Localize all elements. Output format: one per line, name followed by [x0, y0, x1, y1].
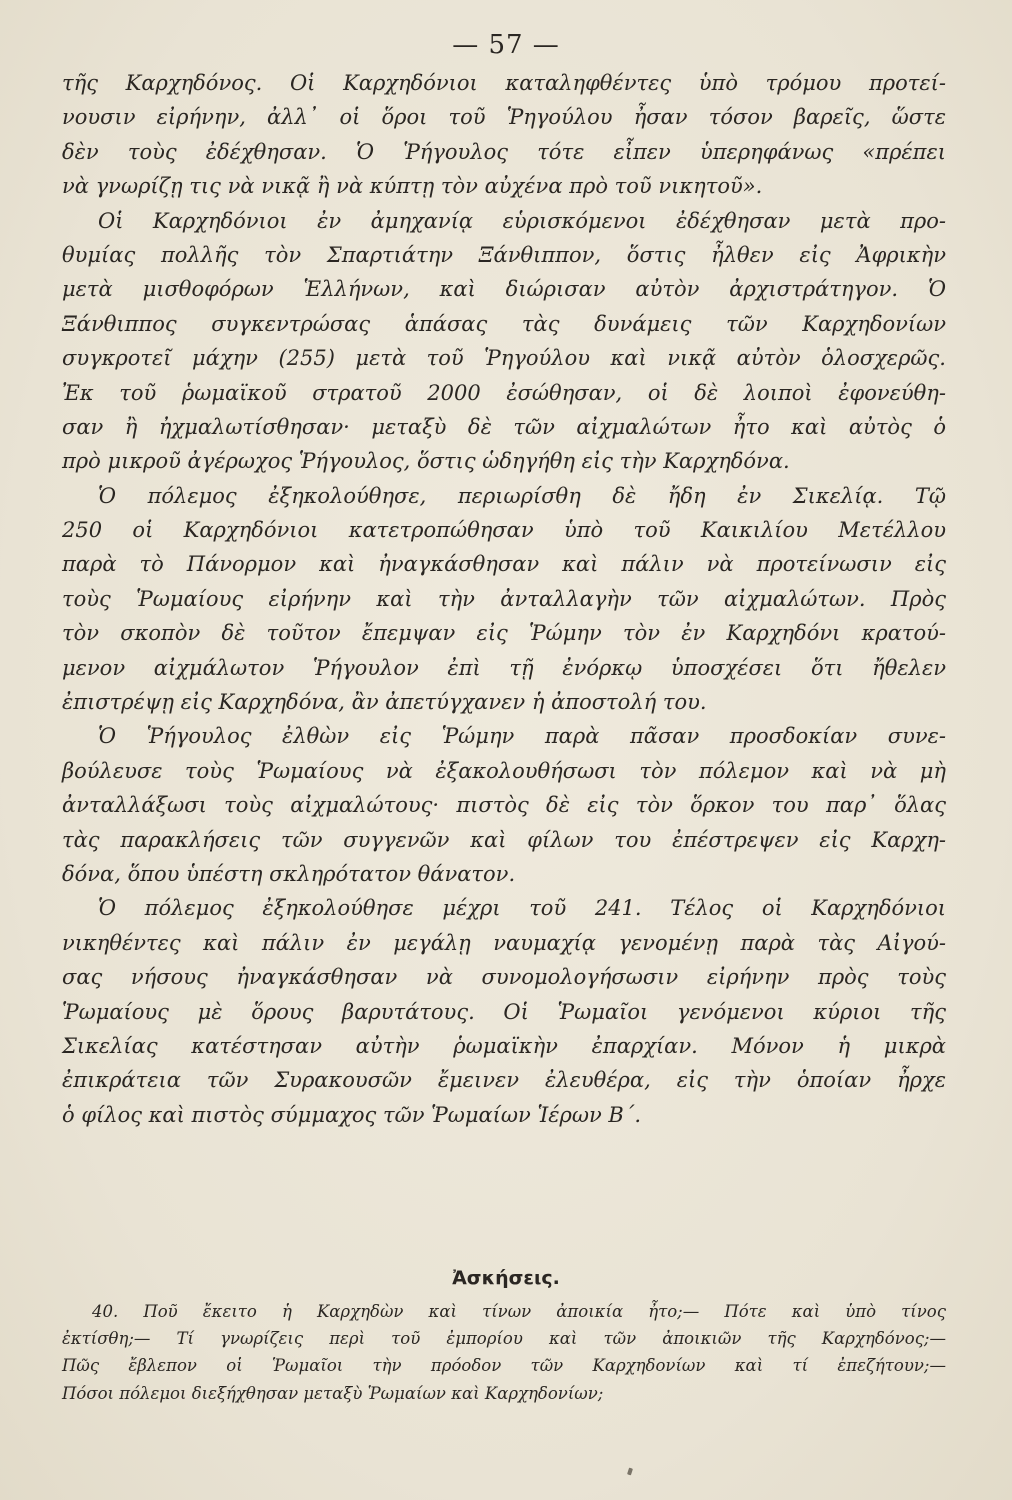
text-line: Ὁ Ῥήγουλος ἐλθὼν εἰς Ῥώμην παρὰ πᾶσαν προσδοκίαν συνε-: [98, 724, 946, 749]
text-line: παρὰ τὸ Πάνορμον καὶ ἠναγκάσθησαν καὶ πάλιν νὰ προτείνωσιν εἰς: [62, 552, 946, 577]
exercises-text: [62, 1298, 946, 1407]
page-number: — 57 —: [452, 30, 560, 60]
text-line: σας νήσους ἠναγκάσθησαν νὰ συνομολογήσωσιν εἰρήνην πρὸς τοὺς: [62, 965, 946, 990]
text-line: Οἱ Καρχηδόνιοι ἐν ἀμηχανίᾳ εὑρισκόμενοι ἐδέχθησαν μετὰ προ-: [98, 208, 946, 233]
text-line: ἐπικράτεια τῶν Συρακουσῶν ἔμεινεν ἐλευθέρα, εἰς τὴν ὁποίαν ἦρχε: [62, 1068, 946, 1093]
text-line: νουσιν εἰρήνην, ἀλλ᾽ οἱ ὅροι τοῦ Ῥηγούλου ἦσαν τόσον βαρεῖς, ὥστε: [62, 105, 946, 130]
text-line: τοὺς Ῥωμαίους εἰρήνην καὶ τὴν ἀνταλλαγὴν τῶν αἰχμαλώτων. Πρὸς: [62, 586, 946, 611]
pencil-mark: [627, 1468, 633, 1476]
text-line: Ῥωμαίους μὲ ὅρους βαρυτάτους. Οἱ Ῥωμαῖοι γενόμενοι κύριοι τῆς: [62, 999, 946, 1024]
text-line: σαν ἢ ἠχμαλωτίσθησαν· μεταξὺ δὲ τῶν αἰχμαλώτων ἦτο καὶ αὐτὸς ὁ: [62, 414, 946, 439]
text-line: ὁ φίλος καὶ πιστὸς σύμμαχος τῶν Ῥωμαίων Ἱέρων Β΄.: [62, 1102, 642, 1127]
text-line: πρὸ μικροῦ ἀγέρωχος Ῥήγουλος, ὅστις ὡδηγήθη εἰς τὴν Καρχηδόνα.: [62, 449, 790, 474]
text-line: βούλευσε τοὺς Ῥωμαίους νὰ ἐξακολουθήσωσι τὸν πόλεμον καὶ νὰ μὴ: [62, 758, 946, 783]
text-line: δόνα, ὅπου ὑπέστη σκληρότατον θάνατον.: [62, 861, 516, 886]
text-line: ἀνταλλάξωσι τοὺς αἰχμαλώτους· πιστὸς δὲ εἰς τὸν ὅρκον του παρ᾽ ὅλας: [62, 793, 946, 818]
text-line: νὰ γνωρίζῃ τις νὰ νικᾷ ἢ νὰ κύπτῃ τὸν αὐχένα πρὸ τοῦ νικητοῦ».: [62, 174, 763, 199]
text-line: Σικελίας κατέστησαν αὐτὴν ῥωμαϊκὴν ἐπαρχίαν. Μόνον ἡ μικρὰ: [62, 1033, 946, 1058]
text-line: Ὁ πόλεμος ἐξηκολούθησε μέχρι τοῦ 241. Τέλος οἱ Καρχηδόνιοι: [98, 896, 946, 921]
text-line: Ἐκ τοῦ ῥωμαϊκοῦ στρατοῦ 2000 ἐσώθησαν, οἱ δὲ λοιποὶ ἐφονεύθη-: [62, 380, 946, 405]
text-line: Πῶς ἔβλεπον οἱ Ῥωμαῖοι τὴν πρόοδον τῶν Καρχηδονίων καὶ τί ἐπεζήτουν;—: [62, 1356, 946, 1376]
text-line: τὰς παρακλήσεις τῶν συγγενῶν καὶ φίλων του ἐπέστρεψεν εἰς Καρχη-: [62, 827, 946, 852]
text-line: Πόσοι πόλεμοι διεξήχθησαν μεταξὺ Ῥωμαίων καὶ Καρχηδονίων;: [62, 1383, 604, 1403]
text-line: δὲν τοὺς ἐδέχθησαν. Ὁ Ῥήγουλος τότε εἶπεν ὑπερηφάνως «πρέπει: [62, 139, 946, 164]
text-line: τὸν σκοπὸν δὲ τοῦτον ἔπεμψαν εἰς Ῥώμην τὸν ἐν Καρχηδόνι κρατού-: [62, 621, 946, 646]
text-line: Ξάνθιππος συγκεντρώσας ἁπάσας τὰς δυνάμεις τῶν Καρχηδονίων: [62, 311, 946, 336]
text-line: συγκροτεῖ μάχην (255) μετὰ τοῦ Ῥηγούλου καὶ νικᾷ αὐτὸν ὁλοσχερῶς.: [62, 346, 946, 371]
text-line: 40. Ποῦ ἔκειτο ἡ Καρχηδὼν καὶ τίνων ἀποικία ἦτο;— Πότε καὶ ὑπὸ τίνος: [92, 1302, 946, 1321]
body-text: [62, 66, 946, 1132]
text-line: μενον αἰχμάλωτον Ῥήγουλον ἐπὶ τῇ ἐνόρκῳ ὑποσχέσει ὅτι ἤθελεν: [62, 655, 946, 680]
text-line: τῆς Καρχηδόνος. Οἱ Καρχηδόνιοι καταληφθέντες ὑπὸ τρόμου προτεί-: [62, 71, 946, 95]
text-line: ἐκτίσθη;— Τί γνωρίζεις περὶ τοῦ ἐμπορίου καὶ τῶν ἀποικιῶν τῆς Καρχηδόνος;—: [62, 1329, 946, 1349]
text-line: ἐπιστρέψῃ εἰς Καρχηδόνα, ἂν ἀπετύγχανεν ἡ ἀποστολή του.: [62, 690, 707, 715]
text-line: θυμίας πολλῆς τὸν Σπαρτιάτην Ξάνθιππον, ὅστις ἦλθεν εἰς Ἀφρικὴν: [62, 242, 946, 267]
text-line: νικηθέντες καὶ πάλιν ἐν μεγάλῃ ναυμαχίᾳ γενομένῃ παρὰ τὰς Αἰγού-: [62, 930, 946, 955]
text-line: Ὁ πόλεμος ἐξηκολούθησε, περιωρίσθη δὲ ἤδη ἐν Σικελίᾳ. Τῷ: [98, 483, 946, 508]
exercises-heading: Ἀσκήσεις.: [452, 1267, 560, 1289]
text-line: 250 οἱ Καρχηδόνιοι κατετροπώθησαν ὑπὸ τοῦ Καικιλίου Μετέλλου: [62, 518, 946, 543]
text-line: μετὰ μισθοφόρων Ἑλλήνων, καὶ διώρισαν αὐτὸν ἀρχιστράτηγον. Ὁ: [62, 277, 946, 302]
